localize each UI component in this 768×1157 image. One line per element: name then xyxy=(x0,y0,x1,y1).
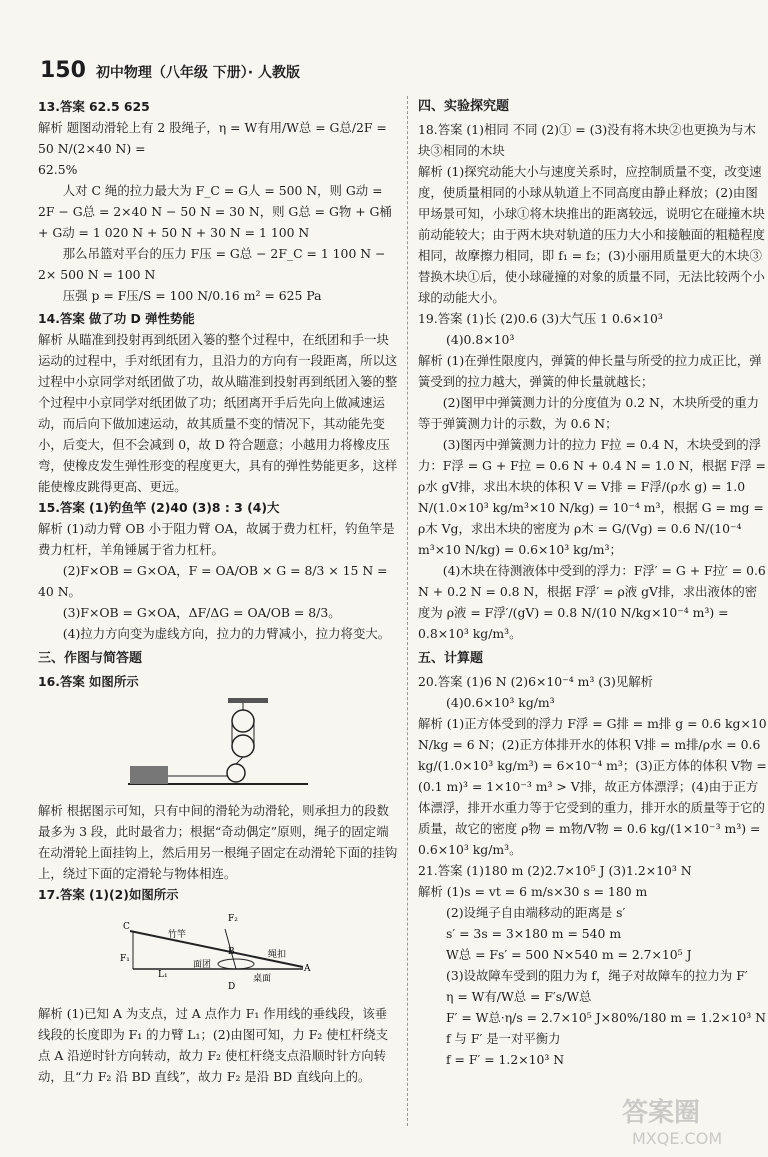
section-3-heading: 三、作图与简答题 xyxy=(38,651,143,666)
q15-answer: 15.答案 (1)钓鱼竿 (2)40 (3)8 : 3 (4)大 xyxy=(38,500,280,515)
label-f1: F₁ xyxy=(120,954,130,964)
q19-analysis-3: (3)图丙中弹簧测力计的拉力 F拉 = 0.4 N，木块受到的浮力：F浮 = G + F拉 = 0.6 N + 0.4 N = 1.0 N，根据 F浮 = ρ水 gV排，求出木块的体积 V = V排 = F浮/(ρ水 g) = 1.0 N/(1.0×10³ kg/m³×10 N/kg) = 10⁻⁴ m³，根据 G = mg = ρ木 Vg，求出木块的密度为 ρ木 = G/(Vg) = 0.6 N/(10⁻⁴ m³×10 N/kg) = 0.6×10³ kg/m³； xyxy=(418,437,766,557)
section-5-heading: 五、计算题 xyxy=(418,651,484,666)
book-title: 初中物理（八年级 下册）· 人教版 xyxy=(95,65,301,81)
fixed-pulley-bottom xyxy=(227,764,245,782)
watermark-text-2: MXQE.COM xyxy=(632,1129,723,1148)
left-column xyxy=(38,96,398,1087)
label-table: 桌面 xyxy=(253,974,272,984)
q21-answer: 21.答案 (1)180 m (2)2.7×10⁵ J (3)1.2×10³ N xyxy=(418,863,692,878)
label-a: A xyxy=(304,964,311,974)
q19-analysis-2: (2)图甲中弹簧测力计的分度值为 0.2 N，木块所受的重力等于弹簧测力计的示数，为 0.6 N； xyxy=(418,395,759,431)
q20-answer-2: (4)0.6×10³ kg/m³ xyxy=(446,695,555,710)
label-knot: 绳扣 xyxy=(268,950,287,960)
q13-analysis-1: 解析 题图动滑轮上有 2 股绳子，η = W有用/W总 = G总/2F = 50 N/(2×40 N) = xyxy=(38,120,387,156)
q13-analysis-4: 那么吊篮对平台的压力 F压 = G总 − 2F_C = 1 100 N − 2× 500 N = 100 N xyxy=(38,246,386,282)
block-object xyxy=(130,766,168,784)
q21-analysis-3: s′ = 3s = 3×180 m = 540 m xyxy=(446,926,622,941)
q21-analysis-8: f 与 F′ 是一对平衡力 xyxy=(446,1031,561,1046)
q19-analysis-1: 解析 (1)在弹性限度内，弹簧的伸长量与所受的拉力成正比，弹簧受到的拉力越大，弹簧的伸长量就越长； xyxy=(418,353,762,389)
q20-answer: 20.答案 (1)6 N (2)6×10⁻⁴ m³ (3)见解析 xyxy=(418,674,653,689)
q17-answer: 17.答案 (1)(2)如图所示 xyxy=(38,887,179,902)
q13-analysis-3: 人对 C 绳的拉力最大为 F_C = G人 = 500 N，则 G动 = 2F − G总 = 2×40 N − 50 N = 30 N，则 G总 = G物 + G桶 + G动 = 1 020 N + 50 N + 30 N = 1 100 N xyxy=(38,183,392,240)
q21-analysis-4: W总 = Fs′ = 500 N×540 m = 2.7×10⁵ J xyxy=(446,947,692,962)
column-divider xyxy=(407,96,408,1126)
q21-analysis-2: (2)设绳子自由端移动的距离是 s′ xyxy=(446,905,626,920)
q21-analysis-6: η = W有/W总 = F′s/W总 xyxy=(446,989,592,1004)
label-b: B xyxy=(228,947,235,957)
q13-analysis-2: 62.5% xyxy=(38,162,78,177)
label-c: C xyxy=(123,922,130,932)
label-dough: 面团 xyxy=(193,960,212,970)
q13-answer: 13.答案 62.5 625 xyxy=(38,99,150,114)
pulley-diagram xyxy=(118,696,318,796)
q16-answer: 16.答案 如图所示 xyxy=(38,674,139,689)
q21-analysis-1: 解析 (1)s = vt = 6 m/s×30 s = 180 m xyxy=(418,884,648,899)
movable-pulley xyxy=(232,735,254,757)
q19-analysis-4: (4)木块在待测液体中受到的浮力：F浮′ = G + F拉′ = 0.6 N + 0.2 N = 0.8 N，根据 F浮′ = ρ液 gV排，求出液体的密度为 ρ液 = F浮′/(gV) = 0.8 N/(10 N/kg×10⁻⁴ m³) = 0.8×10³ kg/m³。 xyxy=(418,563,766,641)
label-f2: F₂ xyxy=(228,914,238,924)
watermark-logo xyxy=(612,1089,762,1149)
q14-answer: 14.答案 做了功 D 弹性势能 xyxy=(38,311,195,326)
q20-analysis: 解析 (1)正方体受到的浮力 F浮 = G排 = m排 g = 0.6 kg×10 N/kg = 6 N；(2)正方体排开水的体积 V排 = m排/ρ水 = 0.6 kg/(1.0×10³ kg/m³) = 6×10⁻⁴ m³；(3)正方体的体积 V物 = (0.1 m)³ = 1×10⁻³ m³ > V排，故正方体漂浮；(4)由于正方体漂浮，排开水重力等于它受到的重力，排开水的质量等于它的质量，故它的密度 ρ物 = m物/V物 = 0.6 kg/(1×10⁻³ m³) = 0.6×10³ kg/m³。 xyxy=(418,716,767,857)
q18-answer: 18.答案 (1)相同 不同 (2)① = (3)没有将木块②也更换为与木块③相同的木块 xyxy=(418,122,756,158)
q15-analysis-1: 解析 (1)动力臂 OB 小于阻力臂 OA，故属于费力杠杆，钓鱼竿是费力杠杆，羊角锤属于省力杠杆。 xyxy=(38,521,395,557)
fixed-pulley-top xyxy=(232,710,254,732)
bamboo-pole xyxy=(130,931,303,967)
q21-analysis-7: F′ = W总·η/s = 2.7×10⁵ J×80%/180 m = 1.2×10³ N xyxy=(446,1010,766,1025)
page-header xyxy=(40,60,300,90)
watermark-text-1: 答案圈 xyxy=(622,1098,701,1128)
ceiling-mount xyxy=(228,698,268,703)
section-4-heading: 四、实验探究题 xyxy=(418,99,510,114)
page-number: 150 xyxy=(40,58,86,83)
lever-diagram xyxy=(118,909,318,999)
q14-analysis: 解析 从瞄准到投射再到纸团入篓的整个过程中，在纸团和手一块运动的过程中，手对纸团有力，且沿力的方向有一段距离，所以这过程中小京同学对纸团做了功，故从瞄准到投射再到纸团入篓的整个过程中小京同学对纸团做了功；纸团离开手后先向上做减速运动，而后向下做加速运动，故其质量不变的情况下，其动能先变小，后变大，但不会减到 0，故 D 符合题意；小越用力将橡皮压弯，使橡皮发生弹性形变的程度更大，具有的弹性势能更多，这样能使橡皮跳得更高、更远。 xyxy=(38,332,398,494)
q15-analysis-2: (2)F×OB = G×OA，F = OA/OB × G = 8/3 × 15 N = 40 N。 xyxy=(38,563,388,599)
q17-analysis: 解析 (1)已知 A 为支点，过 A 点作力 F₁ 作用线的垂线段，该垂线段的长度即为 F₁ 的力臂 L₁；(2)由图可知，力 F₂ 使杠杆绕支点 A 沿逆时针方向转动，故力 F₂ 使杠杆绕支点沿顺时针方向转动，且“力 F₂ 沿 BD 直线”，故力 F₂ 是沿 BD 直线向上的。 xyxy=(38,1006,389,1084)
q18-analysis: 解析 (1)探究动能大小与速度关系时，应控制质量不变，改变速度，使质量相同的小球从轨道上不同高度由静止释放；(2)由图甲场景可知，小球①将木块推出的距离较远，说明它在碰撞木块前动能较大；由于两木块对轨道的压力大小和接触面的粗糙程度相同，故摩擦力相同，即 f₁ = f₂；(3)小丽用质量更大的木块③替换木块①后，使小球碰撞的对象的质量不同，无法比较两个小球的动能大小。 xyxy=(418,164,765,305)
label-pole: 竹竿 xyxy=(168,930,187,940)
right-column xyxy=(418,96,768,1070)
q16-analysis: 解析 根据图示可知，只有中间的滑轮为动滑轮，则承担力的段数最多为 3 段，此时最省力；根据“奇动偶定”原则，绳子的固定端在动滑轮上面挂钩上，然后用另一根绳子固定在动滑轮下面的挂钩上，绕过下面的定滑轮与物体相连。 xyxy=(38,803,398,881)
q15-analysis-3: (3)F×OB = G×OA，ΔF/ΔG = OA/OB = 8/3。 xyxy=(62,605,341,620)
q21-analysis-9: f = F′ = 1.2×10³ N xyxy=(446,1052,565,1067)
q21-analysis-5: (3)设故障车受到的阻力为 f，绳子对故障车的拉力为 F′ xyxy=(446,968,748,983)
q13-analysis-5: 压强 p = F压/S = 100 N/0.16 m² = 625 Pa xyxy=(62,288,322,303)
q15-analysis-4: (4)拉力方向变为虚线方向，拉力的力臂减小，拉力将变大。 xyxy=(62,626,391,641)
label-d: D xyxy=(228,982,236,992)
label-l1: L₁ xyxy=(158,970,168,980)
q19-answer-2: (4)0.8×10³ xyxy=(446,332,515,347)
q19-answer: 19.答案 (1)长 (2)0.6 (3)大气压 1 0.6×10³ xyxy=(418,311,663,326)
